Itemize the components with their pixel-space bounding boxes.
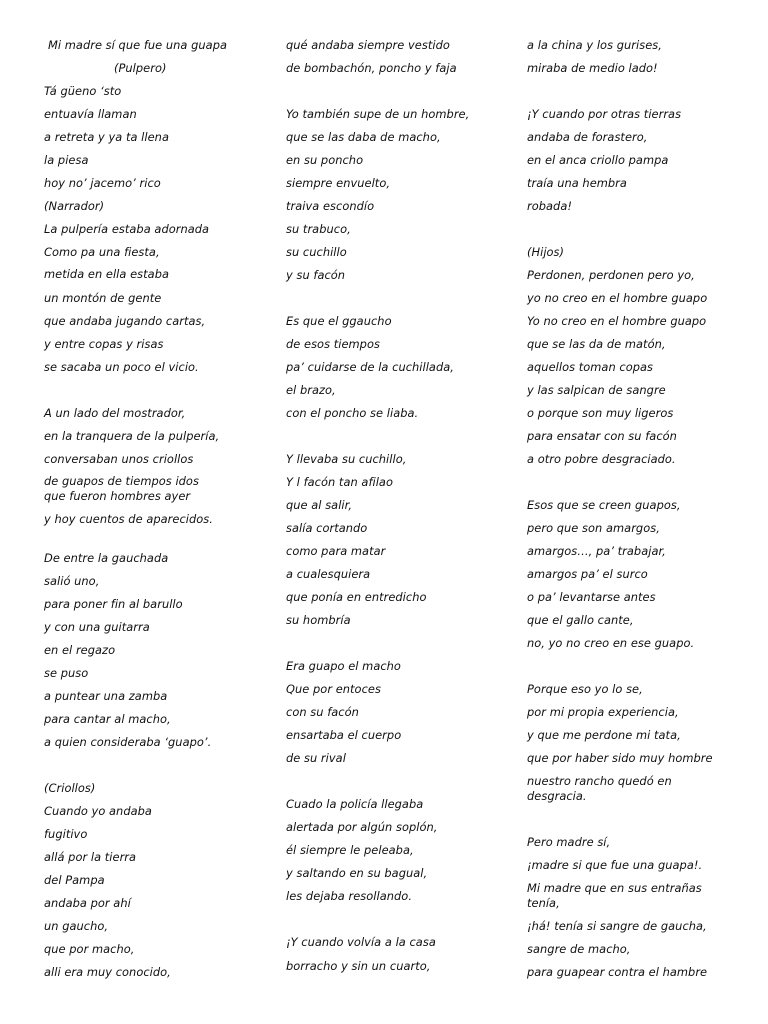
poem-line: que se las da de matón, xyxy=(527,337,666,351)
poem-line: borracho y sin un cuarto, xyxy=(286,959,431,973)
poem-line: que por haber sido muy hombre xyxy=(527,751,713,765)
poem-line: andaba de forastero, xyxy=(527,130,648,144)
poem-line: él siempre le peleaba, xyxy=(286,843,414,857)
poem-line: (Hijos) xyxy=(527,245,565,259)
poem-line: en el regazo xyxy=(44,643,116,657)
poem-line: (Pulpero) xyxy=(114,61,167,75)
poem-line: salió uno, xyxy=(44,574,100,588)
poem-line: qué andaba siempre vestido xyxy=(286,38,450,52)
poem-line: a cualesquiera xyxy=(286,567,371,581)
poem-line: no, yo no creo en ese guapo. xyxy=(527,636,695,650)
poem-line: amargos…, pa’ trabajar, xyxy=(527,544,666,558)
poem-line: su cuchillo xyxy=(286,245,347,259)
poem-line: nuestro rancho quedó en desgracia. xyxy=(527,774,672,803)
poem-line: el brazo, xyxy=(286,383,336,397)
poem-line: con su facón xyxy=(286,705,359,719)
poem-line: para ensatar con su facón xyxy=(527,429,677,443)
poem-line: que ponía en entredicho xyxy=(286,590,427,604)
poem-line: Tá güeno ‘sto xyxy=(44,84,122,98)
poem-line: hoy no’ jacemo’ rico xyxy=(44,176,161,190)
poem-line: se puso xyxy=(44,666,89,680)
poem-line: y entre copas y risas xyxy=(44,337,164,351)
poem-line: aquellos toman copas xyxy=(527,360,654,374)
poem-line: Yo también supe de un hombre, xyxy=(286,107,470,121)
poem-line: pero que son amargos, xyxy=(527,521,660,535)
poem-line: para guapear contra el hambre xyxy=(527,965,708,979)
poem-line: para poner fin al barullo xyxy=(44,597,183,611)
poem-line: Como pa una fiesta, xyxy=(44,245,160,259)
poem-line: y saltando en su bagual, xyxy=(286,866,428,880)
poem-line: Y l facón tan afilao xyxy=(286,475,393,489)
poem-line: yo no creo en el hombre guapo xyxy=(527,291,708,305)
poem-line: alertada por algún soplón, xyxy=(286,820,438,834)
poem-line: para cantar al macho, xyxy=(44,712,171,726)
poem-line: sangre de macho, xyxy=(527,942,631,956)
poem-line: De entre la gauchada xyxy=(44,551,169,565)
poem-line: y las salpican de sangre xyxy=(527,383,666,397)
poem-line: conversaban unos criollos xyxy=(44,452,194,466)
poem-line: a puntear una zamba xyxy=(44,689,168,703)
poem-line: que por macho, xyxy=(44,942,135,956)
poem-line: que se las daba de macho, xyxy=(286,130,441,144)
poem-line: (Narrador) xyxy=(44,199,105,213)
poem-line: Que por entoces xyxy=(286,682,381,696)
poem-line: y con una guitarra xyxy=(44,620,150,634)
poem-line: que el gallo cante, xyxy=(527,613,634,627)
poem-line: Cuando yo andaba xyxy=(44,804,152,818)
poem-line: ¡Y cuando volvía a la casa xyxy=(286,935,436,949)
poem-line: Es que el ggaucho xyxy=(286,314,392,328)
poem-line: andaba por ahí xyxy=(44,896,131,910)
poem-line: les dejaba resollando. xyxy=(286,889,412,903)
poem-line: que andaba jugando cartas, xyxy=(44,314,206,328)
poem-line: Y llevaba su cuchillo, xyxy=(286,452,407,466)
poem-line: (Criollos) xyxy=(44,781,96,795)
poem-line: Era guapo el macho xyxy=(286,659,401,673)
poem-line: y que me perdone mi tata, xyxy=(527,728,681,742)
poem-line: en su poncho xyxy=(286,153,364,167)
poem-line: en el anca criollo pampa xyxy=(527,153,669,167)
poem-line: entuavía llaman xyxy=(44,107,137,121)
poem-line: su trabuco, xyxy=(286,222,351,236)
poem-line: Esos que se creen guapos, xyxy=(527,498,681,512)
poem-line: o pa’ levantarse antes xyxy=(527,590,656,604)
poem-line: ¡Y cuando por otras tierras xyxy=(527,107,682,121)
poem-line: allá por la tierra xyxy=(44,850,137,864)
poem-line: Pero madre sí, xyxy=(527,835,611,849)
poem-line: a la china y los gurises, xyxy=(527,38,662,52)
poem-line: a otro pobre desgraciado. xyxy=(527,452,676,466)
poem-line: Porque eso yo lo se, xyxy=(527,682,643,696)
poem-line: fugitivo xyxy=(44,827,88,841)
poem-line: amargos pa’ el surco xyxy=(527,567,648,581)
poem-line: que al salir, xyxy=(286,498,352,512)
poem-line: su hombría xyxy=(286,613,351,627)
poem-line: o porque son muy ligeros xyxy=(527,406,674,420)
poem-line: en la tranquera de la pulpería, xyxy=(44,429,220,443)
poem-line: ¡há! tenía si sangre de gaucha, xyxy=(527,919,707,933)
poem-line: un gaucho, xyxy=(44,919,109,933)
poem-line: salía cortando xyxy=(286,521,368,535)
poem-line: por mi propia experiencia, xyxy=(527,705,679,719)
poem-line: ensartaba el cuerpo xyxy=(286,728,402,742)
poem-line: La pulpería estaba adornada xyxy=(44,222,210,236)
poem-line: como para matar xyxy=(286,544,386,558)
poem-line: pa’ cuidarse de la cuchillada, xyxy=(286,360,454,374)
poem-line: Perdonen, perdonen pero yo, xyxy=(527,268,695,282)
poem-line: traía una hembra xyxy=(527,176,627,190)
poem-line: A un lado del mostrador, xyxy=(44,406,186,420)
poem-line: del Pampa xyxy=(44,873,105,887)
poem-line: traiva escondío xyxy=(286,199,375,213)
poem-line: Yo no creo en el hombre guapo xyxy=(527,314,707,328)
poem-line: la piesa xyxy=(44,153,89,167)
poem-line: Mi madre sí que fue una guapa xyxy=(48,38,228,52)
poem-line: ¡madre si que fue una guapa!. xyxy=(527,858,703,872)
poem-line: robada! xyxy=(527,199,572,213)
poem-line: alli era muy conocido, xyxy=(44,965,171,979)
poem-line: con el poncho se liaba. xyxy=(286,406,419,420)
poem-line: se sacaba un poco el vicio. xyxy=(44,360,199,374)
poem-line: de bombachón, poncho y faja xyxy=(286,61,457,75)
poem-line: de esos tiempos xyxy=(286,337,380,351)
poem-line: y hoy cuentos de aparecidos. xyxy=(44,512,213,526)
poem-line: un montón de gente xyxy=(44,291,162,305)
poem-line: y su facón xyxy=(286,268,346,282)
poem-line: Cuado la policía llegaba xyxy=(286,797,424,811)
poem-line: siempre envuelto, xyxy=(286,176,391,190)
poem-line: miraba de medio lado! xyxy=(527,61,658,75)
poem-line: a quien consideraba ‘guapo’. xyxy=(44,735,212,749)
poem-line: de guapos de tiempos idos xyxy=(44,474,199,488)
poem-line: Mi madre que en sus entrañas tenía, xyxy=(527,881,702,910)
poem-line: metida en ella estaba xyxy=(44,267,170,281)
poem-line: que fueron hombres ayer xyxy=(44,489,191,503)
poem-line: de su rival xyxy=(286,751,346,765)
poem-line: a retreta y ya ta llena xyxy=(44,130,169,144)
